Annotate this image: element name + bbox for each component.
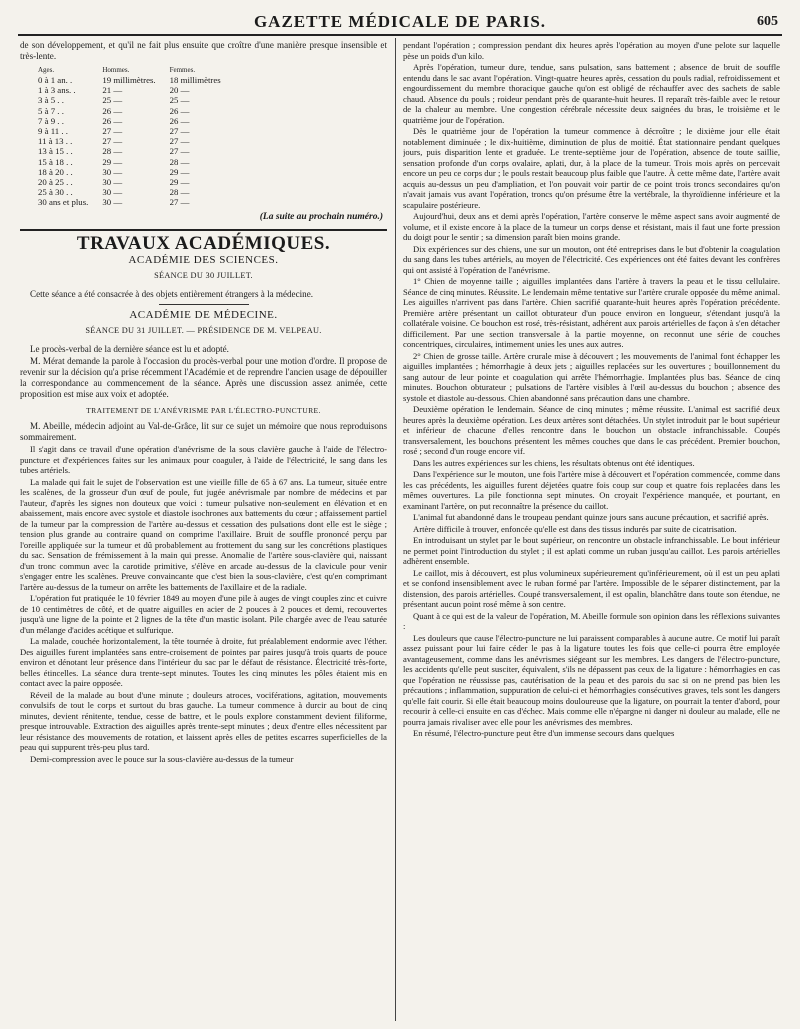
cell-age: 18 à 20 . . <box>38 166 73 177</box>
paragraph-r12: Artère difficile à trouver, enfoncée qu'elle est dans des tissus indurés par suite de cicatrisation. <box>413 523 737 534</box>
cell-hommes: 27 — <box>102 126 123 137</box>
cell-hommes: 30 — <box>102 166 123 177</box>
page-number: 605 <box>757 14 778 29</box>
article-subheading: TRAITEMENT DE L'ANÉVRISME PAR L'ÉLECTRO-PUNCTURE. <box>86 405 321 415</box>
table-row <box>38 106 235 116</box>
cell-femmes: 27 — <box>169 136 190 147</box>
column-divider <box>395 38 396 1021</box>
paragraph-demi-compression: Demi-compression avec le pouce sur la sous-clavière au-dessus de la tumeur <box>30 753 294 764</box>
cell-age: 9 à 11 . . <box>38 126 68 137</box>
intro-paragraph: de son développement, et qu'il ne fait plus ensuite que croître d'une manière presque insensible et très-lente. <box>20 40 387 61</box>
table-header-hommes: Hommes. <box>102 65 130 74</box>
right-column <box>403 40 780 1025</box>
paragraph-proces-verbal: Le procès-verbal de la dernière séance est lu et adopté. <box>30 344 229 354</box>
table-row <box>38 126 235 136</box>
paragraph-r15: Quant à ce qui est de la valeur de l'opération, M. Abeille formule son opinion dans les réflexions suivantes : <box>403 610 780 631</box>
paragraph-r1: pendant l'opération ; compression pendant dix heures après l'opération au moyen d'une pelote sur laquelle pèse un poids d'un kilo. <box>403 40 780 61</box>
paragraph-r8: Deuxième opération le lendemain. Séance de cinq minutes ; même réussite. L'animal est sacrifié deux heures après la deuxième opération. Les deux artères sont détachées. Un stylet introduit par le bout supérieur et inférieur de chacune d'elles rencontre dans le bouchon un obstacle infranchissable. Coupés transversalement, les bouchons présentent les mêmes couches que dans le cas précédent. Premier bouchon, rosé ; second d'un rouge encore vif. <box>403 404 780 456</box>
cell-hommes: 28 — <box>102 146 123 157</box>
paragraph-malade-couchee: La malade, couchée horizontalement, la tête tournée à droite, fut préalablement endormie avec l'éther. Des aiguilles furent implantées sans entre-croisement de pointes par paires jusqu'à trois quarts de pouce environ et dénotant leur présence dans l'intérieur du sac par le défaut de résistance. Électricité très-forte, belles étincelles. La séance dura trente-sept minutes. Toutes les cinq minutes les pôles étaient mis en contact avec la paire opposée. <box>20 636 387 689</box>
table-header-ages: Ages. <box>38 65 55 74</box>
seance-31-juillet: SÉANCE DU 31 JUILLET. — PRÉSIDENCE DE M. VELPEAU. <box>85 326 322 336</box>
cell-hommes: 19 millimètres. <box>102 75 156 86</box>
table-row <box>38 116 235 126</box>
cell-femmes: 27 — <box>169 146 190 157</box>
paragraph-operation-date: L'opération fut pratiquée le 10 février 1849 au moyen d'une pile à auges de vingt couples zinc et cuivre de 10 centimètres de côté, et de quatre aiguilles en acier de 2 pouces à 2 pouces et demi, recouvertes jusqu'à une ligne de la pointe et 2 lignes de la tête d'un mastic isolant. Pile chargée avec de l'eau saturée d'un mélange d'acides acétique et sulfurique. <box>20 593 387 635</box>
academie-medecine-heading: ACADÉMIE DE MÉDECINE. <box>129 309 278 322</box>
paragraph-r11: L'animal fut abandonné dans le troupeau pendant quinze jours sans aucune précaution, et sacrifié après. <box>413 512 769 522</box>
cell-age: 11 à 13 . . <box>38 136 73 147</box>
paragraph-r2: Après l'opération, tumeur dure, tendue, sans pulsation, sans battement ; absence de bruit de souffle entendu dans le sac avant l'opération. Vingt-quatre heures après, cessation du pouls radial, refroidissement et engourdissement du membre thoracique gauche qu'on est obligé de réchauffer avec des sachets de sable chaud. Absence du pouls ; roideur pendant près de quarante-huit heures. Il reparaît très-faible avec le retour de la chaleur au membre. Une congestion cérébrale nécessite deux saignées du bras, le troisième et le quatrième jour de l'opération. <box>403 62 780 125</box>
left-column <box>20 40 387 1025</box>
cell-age: 0 à 1 an. . <box>38 75 73 86</box>
table-row <box>38 197 235 207</box>
cell-hommes: 29 — <box>102 156 123 167</box>
paragraph-r16: Les douleurs que cause l'électro-puncture ne lui paraissent comparables à aucune autre. Ce motif lui paraît assez puissant pour lui faire céder le pas à la ligature toutes les fois que celle-ci pourra être employée avantageusement, comme dans les anévrismes siégeant sur les membres. Les dangers de l'électro-puncture, les accidents qu'elle peut susciter, équivalent, s'ils ne dépassent pas ceux de la ligature : hémorrhagies en cas que l'opération ne réussisse pas, cautérisation de la peau et des parois du sac si on ne prend pas bien les précautions ; inflammation, suppuration de celui-ci et hémorrhagies consécutives graves, tels sont les dangers qu'elle fait courir. Si elle était beaucoup moins douloureuse que la ligature, on pourrait la tenter d'abord, pour recourir à celle-ci ensuite en cas d'échec. Mais comme elle n'épargne ni danger ni douleur au malade, elle ne pourra jamais rivaliser avec elle pour les anévrismes des membres. <box>403 632 780 727</box>
cell-age: 20 à 25 . . <box>38 177 73 188</box>
cell-femmes: 26 — <box>169 115 190 126</box>
cell-femmes: 25 — <box>169 95 190 106</box>
paragraph-r13: En introduisant un stylet par le bout supérieur, on rencontre un obstacle infranchissable. Le bout inférieur ne permet point l'introduction du stylet ; il est aplati comme un ruban jusqu'au caillot. Les parois artérielles adhèrent ensemble. <box>403 535 780 566</box>
cell-hommes: 26 — <box>102 115 123 126</box>
cell-age: 30 ans et plus. <box>38 197 89 208</box>
paragraph-r14: Le caillot, mis à découvert, est plus volumineux supérieurement qu'inférieurement, où il est un peu aplati et se confond insensiblement avec le ruban formé par l'artère. Impossible de le séparer distinctement, par la distension, des parois artérielles. Coupé transversalement, il est opalin, blanchâtre dans toute son étendue, ne présentant aucun point rosé même à son centre. <box>403 567 780 609</box>
table-row <box>38 187 235 197</box>
paragraph-operation-intro: Il s'agit dans ce travail d'une opération d'anévrisme de la sous clavière gauche à l'aide de l'électro-puncture et d'expériences faites sur les animaux pour coaguler, à l'aide de l'électricité, le sang dans les tubes artériels. <box>20 444 387 476</box>
table-row <box>38 95 235 105</box>
journal-title: GAZETTE MÉDICALE DE PARIS. <box>253 12 547 31</box>
cell-hommes: 27 — <box>102 136 123 147</box>
cell-femmes: 26 — <box>169 105 190 116</box>
cell-hommes: 30 — <box>102 177 123 188</box>
seance-30-juillet: SÉANCE DU 30 JUILLET. <box>154 271 253 281</box>
table-row <box>38 146 235 156</box>
paragraph-r4: Aujourd'hui, deux ans et demi après l'opération, l'artère conserve le même aspect sans avoir augmenté de volume, et il existe encore à la place de la tumeur un corps dense et résistant, mais il faut une forte pression du doigt pour le sentir ; sa dimension paraît bien moins grande. <box>403 211 780 242</box>
cell-age: 15 à 18 . . <box>38 156 73 167</box>
table-header-femmes: Femmes. <box>169 65 196 74</box>
cell-age: 3 à 5 . . <box>38 95 64 106</box>
cell-femmes: 20 — <box>169 85 190 96</box>
cell-age: 13 à 15 . . <box>38 146 73 157</box>
cell-age: 25 à 30 . . <box>38 187 73 198</box>
cell-hommes: 30 — <box>102 187 123 198</box>
cell-femmes: 29 — <box>169 166 190 177</box>
table-row <box>38 85 235 95</box>
table-header-row <box>38 65 235 75</box>
header-rule <box>18 34 782 36</box>
cell-femmes: 18 millimètres <box>169 75 221 86</box>
paragraph-r7: 2° Chien de grosse taille. Artère crurale mise à découvert ; les mouvements de l'animal font échapper les aiguilles implantées ; hémorrhagie à deux jets ; aiguilles replacées sur les ouvertures ; bouillonnement du sang autour de leur pointe et coagulation qui arrête l'hémorrhagie. Implantées plus bas. Séance de cinq minutes. Bouchon obturateur ; pulsations de l'artère visibles à l'œil au-dessus du bouchon ; absence des systole et diastole au-dessous. Chien abandonné sans précaution dans une chambre. <box>403 350 780 403</box>
academie-sciences-heading: ACADÉMIE DES SCIENCES. <box>128 254 279 267</box>
paragraph-r9: Dans les autres expériences sur les chiens, les résultats obtenus ont été identiques. <box>413 457 695 468</box>
cell-femmes: 28 — <box>169 156 190 167</box>
cell-femmes: 27 — <box>169 126 190 137</box>
paragraph-r3: Dès le quatrième jour de l'opération la tumeur commence à décroître ; le dixième jour elle était notablement diminuée ; le dix-huitième, diminution de plus de moitié. État stationnaire pendant quelques jours, puis disparition lente et graduée. Le trente-septième jour de l'opération, absence de toute saillie, sensation profonde d'un corps ovalaire, aplati, dur, à la place de la tumeur. Trois mois après on percevait encore un peu ce corps dur ; le pouls restait beaucoup plus faible que l'autre. À cette même date, l'artère avait acquis au-dessus un peu d'ampliation, et l'on pouvait voir partir de ce point trois troncs secondaires qu'on n'avait jamais vus avant l'opération, troncs qu'on présume être la vertébrale, la thyroïdienne inférieure et la scapulaire postérieure. <box>403 126 780 210</box>
sciences-paragraph: Cette séance a été consacrée à des objets entièrement étrangers à la médecine. <box>30 289 314 300</box>
paragraph-r6: 1° Chien de moyenne taille ; aiguilles implantées dans l'artère à travers la peau et le tissu cellulaire. Séance de cinq minutes. Réussite. Le lendemain même tentative sur l'artère crurale opposée du même animal. Les aiguilles n'arrivent pas dans l'artère. Chien sacrifié quarante-huit heures après l'opération précédente. Première artère présentant un caillot obturateur d'un pouce environ en longueur, s'étendant jusqu'à la collatérale voisine. Ce bouchon est rosé, très-résistant, adhérent aux parois artérielles de façon à s'en détacher difficilement. Par une section transversale à la partie moyenne, on reconnut une série de couches concentriques, circulaires, intimement unies les unes aux autres. <box>403 276 780 349</box>
cell-age: 5 à 7 . . <box>38 105 64 116</box>
continuation-note: (La suite au prochain numéro.) <box>259 211 383 222</box>
section-rule <box>20 229 387 231</box>
cell-femmes: 29 — <box>169 177 190 188</box>
paragraph-r5: Dix expériences sur des chiens, une sur un mouton, ont été entreprises dans le but d'obtenir la coagulation du sang dans les tubes artériels, au moyen de l'électricité. Ces expériences ont été faites devant les confrères qui ont assisté à l'opération de l'anévrisme. <box>403 243 780 275</box>
cell-femmes: 28 — <box>169 187 190 198</box>
page-header <box>18 8 782 34</box>
paragraph-merat: M. Mérat demande la parole à l'occasion du procès-verbal pour une motion d'ordre. Il propose de revenir sur la décision qu'a prise récemment l'Académie et de reprendre l'ancien usage de dépouiller la correspondance au commencement de la séance. Après une discussion assez animée, cette proposition est mise aux voix et adoptée. <box>20 355 387 399</box>
table-row <box>38 177 235 187</box>
table-row <box>38 136 235 146</box>
paragraph-reveil: Réveil de la malade au bout d'une minute ; douleurs atroces, vociférations, agitation, mouvements convulsifs de tout le corps et surtout du bras gauche. La tumeur commence à durcir au bout de cinq minutes, devient rénitente, tendue, cesse de battre, et le pouls explore constamment devient filiforme, presque introuvable. Extraction des aiguilles après trente-sept minutes ; deux d'entre elles nécessitent par leur résistance des mouvements de rotation, et laissent après elles de petites escarres superficielles de la peau qui suppurent très-peu plus tard. <box>20 689 387 753</box>
paragraph-malade: La malade qui fait le sujet de l'observation est une vieille fille de 65 à 67 ans. La tumeur, située entre les scalènes, de la grosseur d'un œuf de poule, fut jugée anévrismale par nombre de médecins et par l'auteur, d'après les signes non douteux que voici : tumeur pulsative non-seulement en élévation et en abaissement, mais encore avec systole et diastole isochrones aux battements du cœur ; affaissement partiel de la tumeur par la compression de l'artère au-dessus et cessation des pulsations dont elle est le siège ; tension plus grande au contraire quand on comprime l'axillaire. Bruit de souffle prononcé perçu par l'oreille appliquée sur la tumeur et dû probablement au frottement du sang sur les concrétions plastiques du sac. Sensation de frémissement à la main qui presse. Anomalie de l'artère sous-clavière qui, naissant d'un tronc commun avec la carotide primitive, s'élève en arcade au-dessus de la clavicule pour venir s'engager entre les scalènes. Preuve convaincante que c'est bien la sous-clavière, c'est qu'en comprimant l'artère au-dessus de la tumeur on arrête les battements de l'axillaire et de la radiale. <box>20 476 387 592</box>
age-diameter-table <box>38 65 235 208</box>
separator-rule <box>159 304 249 305</box>
cell-age: 7 à 9 . . <box>38 115 64 126</box>
table-row <box>38 75 235 85</box>
table-row <box>38 167 235 177</box>
cell-hommes: 21 — <box>102 85 123 96</box>
cell-hommes: 26 — <box>102 105 123 116</box>
cell-femmes: 27 — <box>169 197 190 208</box>
paragraph-r17: En résumé, l'électro-puncture peut être d'un immense secours dans quelques <box>413 728 675 738</box>
cell-hommes: 25 — <box>102 95 123 106</box>
section-title: TRAVAUX ACADÉMIQUES. <box>76 232 331 254</box>
table-row <box>38 157 235 167</box>
paragraph-r10: Dans l'expérience sur le mouton, une fois l'artère mise à découvert et l'opération commencée, comme dans les cas précédents, les aiguilles furent déjetées quatre fois coup sur coup et quatre fois replacées dans les mêmes ouvertures. La pile fonctionna sept minutes. On croyait l'expérience manquée, et pourtant, en examinant l'artère, on put reconnaître la présence du caillot. <box>403 469 780 511</box>
cell-hommes: 30 — <box>102 197 123 208</box>
paragraph-abeille: M. Abeille, médecin adjoint au Val-de-Grâce, lit sur ce sujet un mémoire que nous reproduisons sommairement. <box>20 421 387 443</box>
cell-age: 1 à 3 ans. . <box>38 85 76 96</box>
